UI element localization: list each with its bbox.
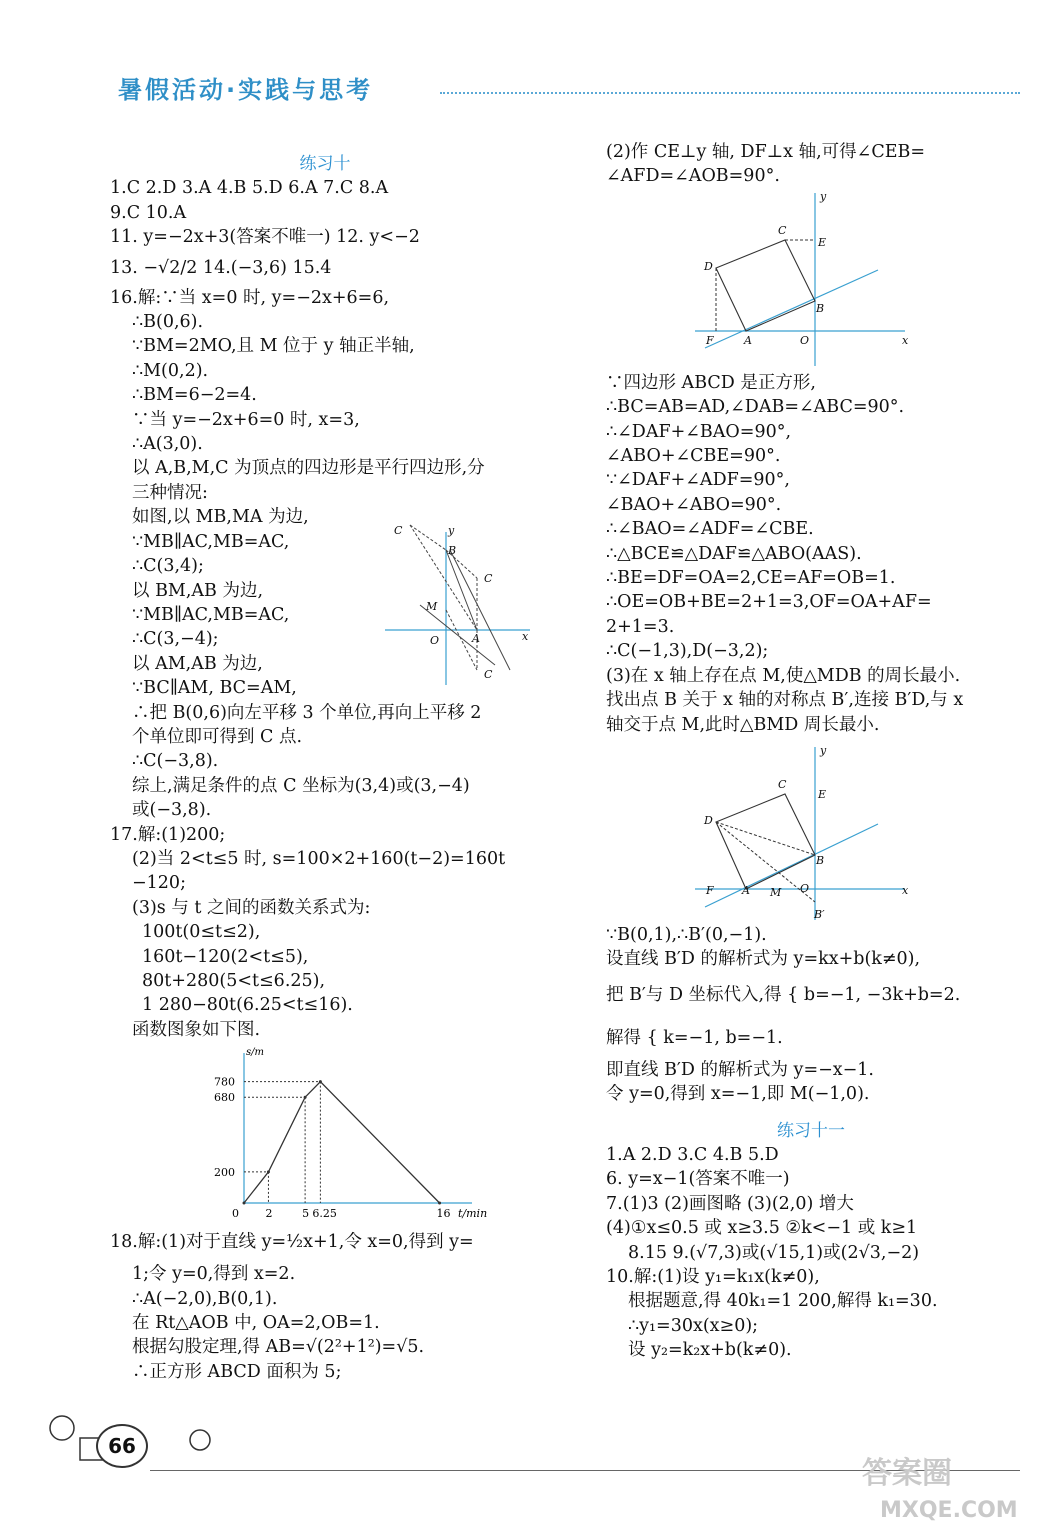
chart-ytick-2: 780 <box>214 1075 235 1089</box>
right-line-0: (2)作 CE⊥y 轴, DF⊥x 轴,可得∠CEB= <box>606 142 926 162</box>
right-line-10: ∴BE=DF=OA=2,CE=AF=OB=1. <box>606 568 896 589</box>
chart-point-3 <box>319 1080 322 1083</box>
left-line-39: 在 Rt△AOB 中, OA=2,OB=1. <box>132 1313 380 1334</box>
chart-ytick-1: 680 <box>214 1091 235 1105</box>
right-line-5: ∠ABO+∠CBE=90°. <box>606 446 781 467</box>
left-line-24: ∴C(−3,8). <box>132 751 219 772</box>
figure-16 <box>380 520 540 690</box>
chart-point-1 <box>267 1170 270 1173</box>
left-line-10: ∵当 y=−2x+6=0 时, x=3, <box>132 409 360 430</box>
right-line-2: ∵四边形 ABCD 是正方形, <box>606 372 816 393</box>
right-line-26: 7.(1)3 (2)画图略 (3)(2,0) 增大 <box>606 1193 854 1214</box>
left-line-27: 17.解:(1)200; <box>110 824 226 845</box>
left-line-33: 80t+280(5<t≤6.25), <box>142 971 326 991</box>
fig16-label-8: C <box>484 668 493 681</box>
left-line-1: 1.C 2.D 3.A 4.B 5.D 6.A 7.C 8.A <box>110 178 389 199</box>
chart-x-label: t/min <box>458 1207 488 1220</box>
left-line-18: ∵MB∥AC,MB=AC, <box>132 604 290 625</box>
watermark: 答案圈 <box>862 1456 952 1491</box>
right-line-12: 2+1=3. <box>606 616 675 637</box>
left-line-41: ∴正方形 ABCD 面积为 5; <box>132 1361 342 1382</box>
fig18a-label-6: A <box>744 334 752 347</box>
right-line-23: 练习十一 <box>777 1120 845 1141</box>
right-line-3: ∴BC=AB=AD,∠DAB=∠ABC=90°. <box>606 397 905 418</box>
left-line-11: ∴A(3,0). <box>132 434 203 455</box>
left-line-2: 9.C 10.A <box>110 202 187 223</box>
fig16-label-2: B <box>448 544 457 557</box>
chart-xtick-2: 6.25 <box>312 1207 337 1220</box>
right-line-25: 6. y=x−1(答案不唯一) <box>606 1169 790 1190</box>
right-line-28: 8.15 9.(√7,3)或(√15,1)或(2√3,−2) <box>628 1242 920 1263</box>
left-line-15: ∵MB∥AC,MB=AC, <box>132 531 290 552</box>
right-line-4: ∴∠DAF+∠BAO=90°, <box>606 421 792 442</box>
fig18b-label-1: C <box>778 778 787 791</box>
right-line-32: 设 y₂=k₂x+b(k≠0). <box>628 1340 792 1361</box>
fig18b-label-3: D <box>704 814 713 827</box>
right-line-13: ∴C(−1,3),D(−3,2); <box>606 641 769 662</box>
left-line-0: 练习十 <box>299 154 351 174</box>
page-number: 66 <box>96 1424 148 1468</box>
fig18b-label-2: E <box>818 788 827 801</box>
left-line-38: ∴A(−2,0),B(0,1). <box>132 1288 278 1309</box>
left-line-4: 13. −√2/2 14.(−3,6) 15.4 <box>110 257 332 278</box>
chart-series-line <box>244 1082 440 1203</box>
fig18a-label-0: y <box>820 190 827 203</box>
fig18a-label-3: D <box>704 260 713 273</box>
right-line-21: 即直线 B′D 的解析式为 y=−x−1. <box>606 1059 874 1080</box>
left-line-7: ∵BM=2MO,且 M 位于 y 轴正半轴, <box>132 336 415 357</box>
right-line-29: 10.解:(1)设 y₁=k₁x(k≠0), <box>606 1266 820 1287</box>
left-line-22: ∴把 B(0,6)向左平移 3 个单位,再向上平移 2 <box>132 702 482 723</box>
left-line-25: 综上,满足条件的点 C 坐标为(3,4)或(3,−4) <box>132 775 470 796</box>
fig18a-label-1: C <box>778 224 787 237</box>
left-line-34: 1 280−80t(6.25<t≤16). <box>142 995 353 1016</box>
right-line-9: ∴△BCE≌△DAF≌△ABO(AAS). <box>606 543 862 564</box>
left-line-16: ∴C(3,4); <box>132 556 204 577</box>
right-line-31: ∴y₁=30x(x≥0); <box>628 1315 759 1336</box>
left-line-8: ∴M(0,2). <box>132 360 209 381</box>
right-line-14: (3)在 x 轴上存在点 M,使△MDB 的周长最小. <box>606 665 961 686</box>
left-line-3: 11. y=−2x+3(答案不唯一) 12. y<−2 <box>110 227 420 248</box>
fig16-label-3: C <box>484 572 493 585</box>
left-line-28: (2)当 2<t≤5 时, s=100×2+160(t−2)=160t <box>132 848 506 869</box>
left-line-9: ∴BM=6−2=4. <box>132 385 257 406</box>
chart-xtick-3: 16 <box>436 1207 451 1220</box>
right-line-20: 解得 { k=−1, b=−1. <box>606 1027 783 1048</box>
chart-xtick-0: 2 <box>265 1207 273 1220</box>
left-line-19: ∴C(3,−4); <box>132 629 219 650</box>
left-line-17: 以 BM,AB 为边, <box>132 580 264 601</box>
header-dotted-rule <box>440 92 1020 94</box>
fig18b-label-9: x <box>902 884 909 897</box>
left-line-40: 根据勾股定理,得 AB=√(2²+1²)=√5. <box>132 1337 425 1358</box>
left-line-31: 100t(0≤t≤2), <box>142 922 261 943</box>
page-header <box>0 0 1044 110</box>
fig18a-label-4: B <box>816 302 825 315</box>
fig18b-label-8: O <box>800 882 810 895</box>
left-line-14: 如图,以 MB,MA 为边, <box>132 507 309 528</box>
fig16-label-1: y <box>448 524 455 537</box>
right-line-24: 1.A 2.D 3.C 4.B 5.D <box>606 1144 779 1165</box>
right-line-19: 把 B′与 D 坐标代入,得 { b=−1, −3k+b=2. <box>606 984 961 1005</box>
left-line-30: (3)s 与 t 之间的函数关系式为: <box>132 897 371 918</box>
fig18a-label-7: O <box>800 334 810 347</box>
left-line-23: 个单位即可得到 C 点. <box>132 726 303 747</box>
fig18a-label-2: E <box>818 236 827 249</box>
watermark-url: MXQE.COM <box>880 1498 1018 1523</box>
fig16-label-6: A <box>472 632 480 645</box>
left-line-36: 18.解:(1)对于直线 y=½x+1,令 x=0,得到 y= <box>110 1232 474 1253</box>
fig16-label-7: x <box>522 630 529 643</box>
chart-ytick-0: 200 <box>214 1165 235 1179</box>
right-line-30: 根据题意,得 40k₁=1 200,解得 k₁=30. <box>628 1291 938 1312</box>
right-line-15: 找出点 B 关于 x 轴的对称点 B′,连接 B′D,与 x <box>606 690 964 711</box>
chart-point-0 <box>243 1202 246 1205</box>
right-line-17: ∵B(0,1),∴B′(0,−1). <box>606 924 767 945</box>
header-title: 暑假活动·实践与思考 <box>118 76 374 104</box>
figure-18a <box>690 188 915 368</box>
fig18b-label-7: M <box>770 886 782 899</box>
left-line-26: 或(−3,8). <box>132 800 212 821</box>
right-line-27: (4)①x≤0.5 或 x≥3.5 ②k<−1 或 k≥1 <box>606 1218 918 1239</box>
figure-18b <box>690 742 915 922</box>
right-line-6: ∵∠DAF+∠ADF=90°, <box>606 470 790 491</box>
left-line-21: ∵BC∥AM, BC=AM, <box>132 678 297 699</box>
right-line-18: 设直线 B′D 的解析式为 y=kx+b(k≠0), <box>606 949 921 970</box>
left-line-20: 以 AM,AB 为边, <box>132 653 263 674</box>
fig18b-label-10: B′ <box>814 908 825 921</box>
right-line-16: 轴交于点 M,此时△BMD 周长最小. <box>606 714 880 735</box>
left-line-37: 1;令 y=0,得到 x=2. <box>132 1264 296 1285</box>
right-line-1: ∠AFD=∠AOB=90°. <box>606 166 780 187</box>
fig18a-label-8: x <box>902 334 909 347</box>
chart-17 <box>210 1047 488 1225</box>
chart-origin: 0 <box>232 1207 239 1220</box>
fig18b-label-4: B <box>816 854 825 867</box>
fig16-label-0: C <box>394 524 403 537</box>
fig18a-label-5: F <box>706 334 714 347</box>
fig18b-label-5: F <box>706 884 714 897</box>
left-line-29: −120; <box>132 873 186 894</box>
chart-point-4 <box>438 1202 441 1205</box>
left-line-13: 三种情况: <box>132 482 208 503</box>
right-line-7: ∠BAO+∠ABO=90°. <box>606 494 782 515</box>
left-line-5: 16.解:∵当 x=0 时, y=−2x+6=6, <box>110 287 390 308</box>
fig16-label-4: M <box>426 600 438 613</box>
chart-point-2 <box>304 1096 307 1099</box>
fig16-label-5: O <box>430 634 440 647</box>
left-line-35: 函数图象如下图. <box>132 1019 261 1040</box>
left-line-6: ∴B(0,6). <box>132 312 204 333</box>
left-line-12: 以 A,B,M,C 为顶点的四边形是平行四边形,分 <box>132 458 485 479</box>
fig18b-label-0: y <box>820 744 827 757</box>
fig18b-label-6: A <box>742 884 750 897</box>
right-line-11: ∴OE=OB+BE=2+1=3,OF=OA+AF= <box>606 592 932 613</box>
right-line-8: ∴∠BAO=∠ADF=∠CBE. <box>606 519 814 540</box>
chart-xtick-1: 5 <box>302 1207 310 1220</box>
right-line-22: 令 y=0,得到 x=−1,即 M(−1,0). <box>606 1084 870 1105</box>
chart-y-label: s/m <box>246 1047 264 1058</box>
left-line-32: 160t−120(2<t≤5), <box>142 946 309 967</box>
